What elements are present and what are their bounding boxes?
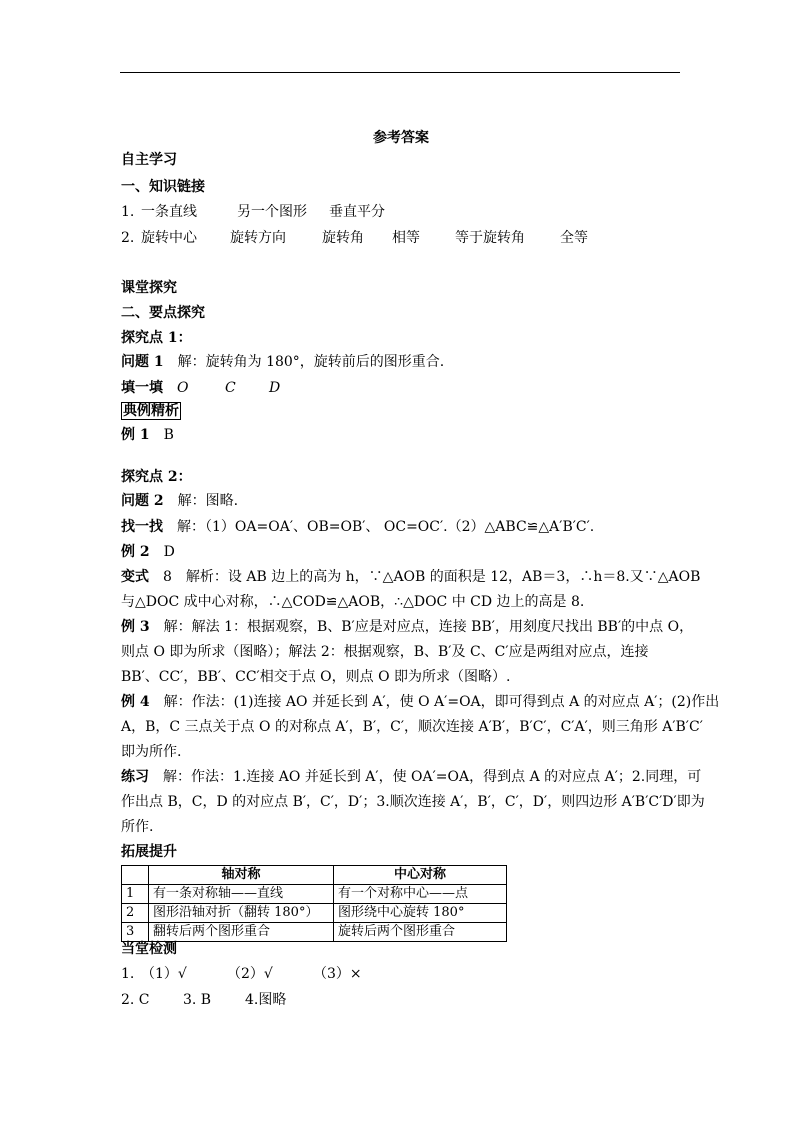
example-4-line-2: A，B，C 三点关于点 O 的对称点 A′，B′，C′，顺次连接 A′B′，B′C′，C′A′，则三角形 A′B′C′ bbox=[121, 719, 703, 735]
variant-line-2: 与△DOC 成中心对称，∴△COD≌△AOB，∴△DOC 中 CD 边上的高是 8. bbox=[121, 594, 585, 610]
example-3-line-2: 则点 O 即为所求（图略）；解法 2：根据观察，B、B′及 C、C′应是两组对应点，连接 bbox=[121, 644, 649, 660]
table-header-cell bbox=[122, 866, 149, 885]
section-in-class-test: 当堂检测 bbox=[121, 941, 177, 957]
exercise-line-1: 练习 解：作法：1.连接 AO 并延长到 A′，使 OA′=OA，得到点 A 的对应点 A′；2.同理，可 bbox=[121, 769, 702, 785]
example-1: 例 1 B bbox=[121, 427, 174, 443]
fill-in: 填一填 O C D bbox=[121, 380, 281, 396]
table-cell: 图形沿轴对折（翻转 180°） bbox=[149, 904, 334, 923]
variant-line-1: 变式 8 解析：设 AB 边上的高为 h，∵△AOB 的面积是 12，AB＝3，∴h＝8.又∵△AOB bbox=[121, 569, 701, 585]
table-header-cell: 中心对称 bbox=[334, 866, 507, 885]
exercise-line-2: 作出点 B，C，D 的对应点 B′，C′，D′；3.顺次连接 A′，B′，C′，D′，则四边形 A′B′C′D′即为 bbox=[121, 794, 705, 810]
table-row bbox=[122, 885, 507, 904]
table-header-cell: 轴对称 bbox=[149, 866, 334, 885]
explore-point-2: 探究点 2： bbox=[121, 469, 192, 485]
example-4-line-3: 即为所作. bbox=[121, 744, 182, 760]
table-cell: 2 bbox=[122, 904, 149, 923]
table-cell: 图形绕中心旋转 180° bbox=[334, 904, 507, 923]
section-self-study: 自主学习 bbox=[121, 152, 177, 168]
example-3-line-1: 例 3 解：解法 1：根据观察，B、B′应是对应点，连接 BB′，用刻度尺找出 BB′的中点 O， bbox=[121, 619, 694, 635]
table-cell: 3 bbox=[122, 923, 149, 942]
answer-row-1: 1. 一条直线 另一个图形 垂直平分 bbox=[121, 204, 385, 220]
header-rule bbox=[120, 72, 680, 73]
table-cell: 翻转后两个图形重合 bbox=[149, 923, 334, 942]
section-knowledge-link: 一、知识链接 bbox=[121, 179, 205, 195]
example-2: 例 2 D bbox=[121, 544, 175, 560]
test-row-1: 1. （1）√ （2）√ （3）× bbox=[121, 966, 362, 982]
comparison-table bbox=[121, 865, 507, 942]
table-cell: 有一个对称中心——点 bbox=[334, 885, 507, 904]
exercise-line-3: 所作. bbox=[121, 819, 154, 835]
question-2: 问题 2 解：图略. bbox=[121, 493, 239, 509]
example-heading: 典例精析 bbox=[123, 403, 179, 419]
section-key-points: 二、要点探究 bbox=[121, 305, 205, 321]
table-row bbox=[122, 904, 507, 923]
answer-row-2: 2. 旋转中心 旋转方向 旋转角 相等 等于旋转角 全等 bbox=[121, 230, 588, 246]
table-header-row bbox=[122, 866, 507, 885]
section-class-explore: 课堂探究 bbox=[121, 280, 177, 296]
explore-point-1: 探究点 1： bbox=[121, 330, 192, 346]
table-row bbox=[122, 923, 507, 942]
example-3-line-3: BB′、CC′，BB′、CC′相交于点 O，则点 O 即为所求（图略）. bbox=[121, 669, 511, 685]
table-cell: 1 bbox=[122, 885, 149, 904]
test-row-2: 2. C 3. B 4.图略 bbox=[121, 992, 287, 1008]
find-it: 找一找 解：（1）OA=OA′、OB=OB′、 OC=OC′.（2）△ABC≌△A′B′C′. bbox=[121, 519, 595, 535]
question-1: 问题 1 解：旋转角为 180°，旋转前后的图形重合. bbox=[121, 354, 445, 370]
table-cell: 旋转后两个图形重合 bbox=[334, 923, 507, 942]
example-4-line-1: 例 4 解：作法：(1)连接 AO 并延长到 A′，使 O A′=OA，即可得到点 A 的对应点 A′；(2)作出 bbox=[121, 694, 720, 710]
page-title: 参考答案 bbox=[373, 130, 429, 146]
section-extension: 拓展提升 bbox=[121, 844, 177, 860]
table-cell: 有一条对称轴——直线 bbox=[149, 885, 334, 904]
